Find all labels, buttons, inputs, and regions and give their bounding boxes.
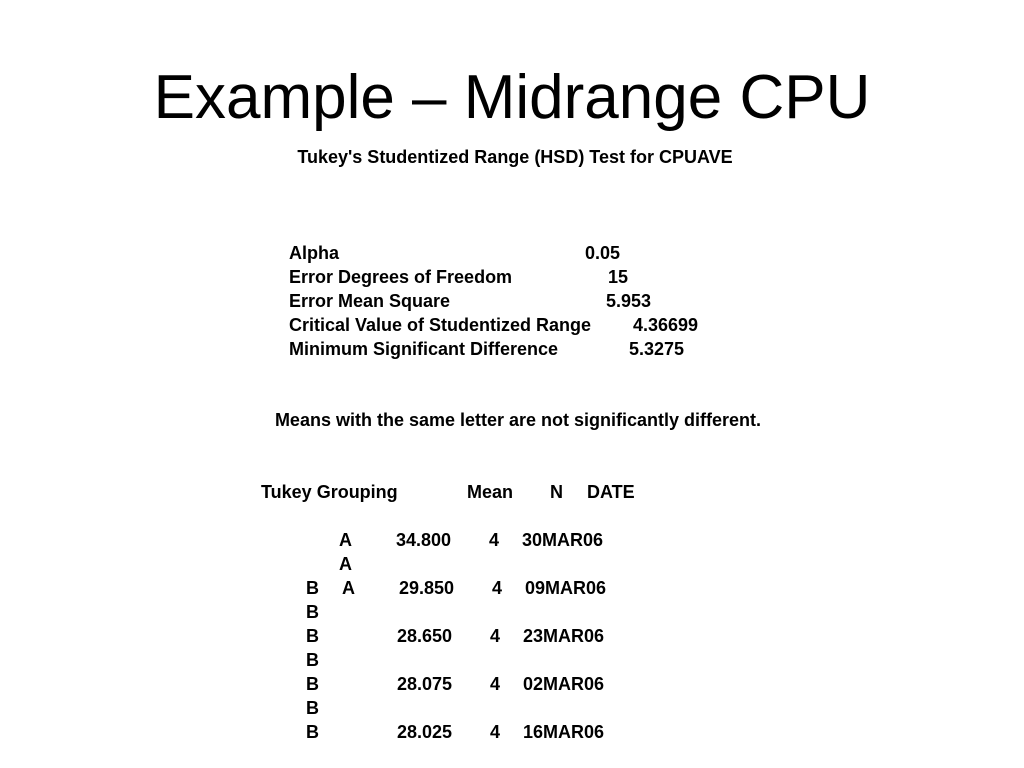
- date-value: 16MAR06: [523, 722, 605, 742]
- group-letter-b: B: [306, 698, 319, 718]
- mean-value: 28.650: [397, 626, 453, 646]
- mean-value: 28.075: [397, 674, 453, 694]
- slide-subtitle: Tukey's Studentized Range (HSD) Test for CPUAVE: [297, 147, 733, 167]
- group-letter-b: B: [306, 674, 319, 694]
- slide-title: Example – Midrange CPU: [153, 63, 871, 132]
- stat-label-error-ms: Error Mean Square: [289, 291, 451, 311]
- stat-label-alpha: Alpha: [289, 243, 340, 263]
- header-n: N: [550, 482, 563, 502]
- stat-label-critical-value: Critical Value of Studentized Range: [289, 315, 592, 335]
- mean-value: 29.850: [399, 578, 455, 598]
- stat-value-alpha: 0.05: [585, 243, 621, 263]
- n-value: 4: [490, 674, 501, 694]
- group-letter-b: B: [306, 602, 319, 622]
- n-value: 4: [489, 530, 500, 550]
- header-mean: Mean: [467, 482, 514, 502]
- group-letter-b: B: [306, 578, 319, 598]
- date-value: 30MAR06: [522, 530, 604, 550]
- date-value: 09MAR06: [525, 578, 607, 598]
- date-value: 23MAR06: [523, 626, 605, 646]
- stat-value-critical-value: 4.36699: [633, 315, 699, 335]
- stat-label-msd: Minimum Significant Difference: [289, 339, 559, 359]
- group-letter-a: A: [339, 530, 352, 550]
- n-value: 4: [490, 626, 501, 646]
- stat-value-error-ms: 5.953: [606, 291, 652, 311]
- group-letter-b: B: [306, 722, 319, 742]
- mean-value: 34.800: [396, 530, 452, 550]
- n-value: 4: [490, 722, 501, 742]
- group-letter-a: A: [339, 554, 352, 574]
- header-tukey-grouping: Tukey Grouping: [261, 482, 398, 502]
- date-value: 02MAR06: [523, 674, 605, 694]
- header-date: DATE: [587, 482, 635, 502]
- group-letter-a: A: [342, 578, 355, 598]
- group-letter-b: B: [306, 626, 319, 646]
- n-value: 4: [492, 578, 503, 598]
- stat-value-msd: 5.3275: [629, 339, 685, 359]
- stat-value-error-df: 15: [608, 267, 629, 287]
- significance-note: Means with the same letter are not significantly different.: [274, 410, 762, 430]
- mean-value: 28.025: [397, 722, 453, 742]
- group-letter-b: B: [306, 650, 319, 670]
- stat-label-error-df: Error Degrees of Freedom: [289, 267, 513, 287]
